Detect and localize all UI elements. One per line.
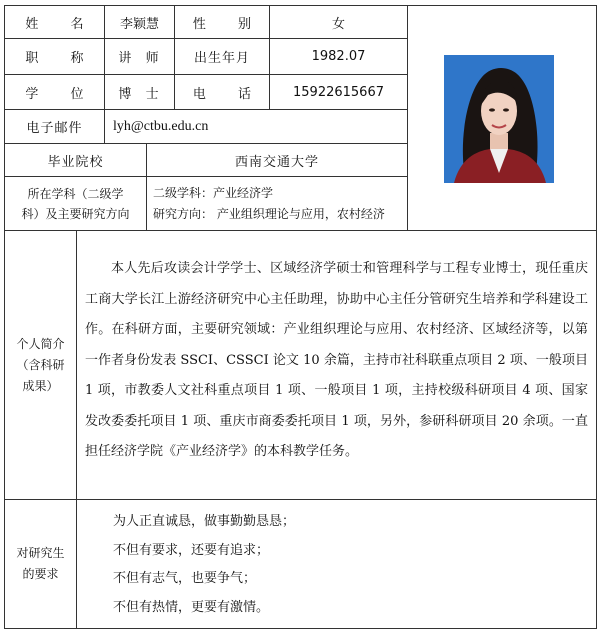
requirement-line: 不但有志气，也要争气； [113, 571, 257, 586]
requirements-label [4, 499, 77, 629]
requirement-line: 为人正直诚恳，做事勤勤恳恳； [113, 514, 296, 529]
bio-label [4, 230, 77, 500]
phone-value: 15922615667 [269, 74, 408, 110]
requirement-line: 不但有热情，更要有激情。 [113, 599, 270, 615]
email-value: lyh@ctbu.edu.cn [104, 109, 408, 144]
bio-label-line-2: （含科研 [16, 357, 65, 372]
requirement-line: 不但有要求，还要有追求； [113, 542, 270, 558]
gender-label: 性 别 [174, 5, 270, 39]
birth-value: 1982.07 [269, 38, 408, 75]
email-label: 电子邮件 [4, 109, 105, 144]
phone-label: 电 话 [174, 74, 270, 110]
portrait-icon [444, 55, 554, 183]
portrait-photo [444, 55, 554, 183]
school-label: 毕业院校 [4, 143, 147, 177]
discipline-label [4, 176, 147, 231]
research-text: 研究方向： 产业组织理论与应用，农村经济 [153, 206, 385, 221]
requirements-label-line-1: 对研究生 [16, 546, 65, 560]
requirements-label-line-2: 的要求 [22, 567, 59, 581]
bio-label-line-3: 成果） [22, 378, 59, 393]
bio-text: 本人先后攻读会计学学士、区域经济学硕士和管理科学与工程专业博士，现任重庆工商大学长江上游经济研究中心主任助理，协助中心主任分管研究生培养和学科建设工作。在科研方面，主要研究领域：产业组织理论与应用、农村经济、区域经济等，以第一作者身份发表 SSCI、CSSCI 论文 10 余篇，主持市社科联重点项目 2 项、一般项目 1 项，市教委人文社科重点项目 1 项、一般项目 1 项，主持校级科研项目 4 项、国家发改委委托项目 1 项、重庆市商委委托项目 1 项，另外，参研科研项目 20 余项。一直担任经济学院《产业经济学》的本科教学任务。 [76, 230, 597, 500]
discipline-text: 二级学科：产业经济学 [153, 185, 274, 200]
requirements-list [76, 499, 597, 629]
degree-value: 博 士 [104, 74, 175, 110]
title-value: 讲 师 [104, 38, 175, 75]
title-label: 职 称 [4, 38, 105, 75]
gender-value: 女 [269, 5, 408, 39]
discipline-label-line-2: 科）及主要研究方向 [21, 206, 130, 221]
name-value: 李颖慧 [104, 5, 175, 39]
name-label: 姓 名 [4, 5, 105, 39]
birth-label: 出生年月 [174, 38, 270, 75]
discipline-label-line-1: 所在学科（二级学 [27, 186, 124, 201]
bio-label-line-1: 个人简介 [16, 336, 65, 351]
degree-label: 学 位 [4, 74, 105, 110]
discipline-value [146, 176, 408, 231]
school-value: 西南交通大学 [146, 143, 408, 177]
